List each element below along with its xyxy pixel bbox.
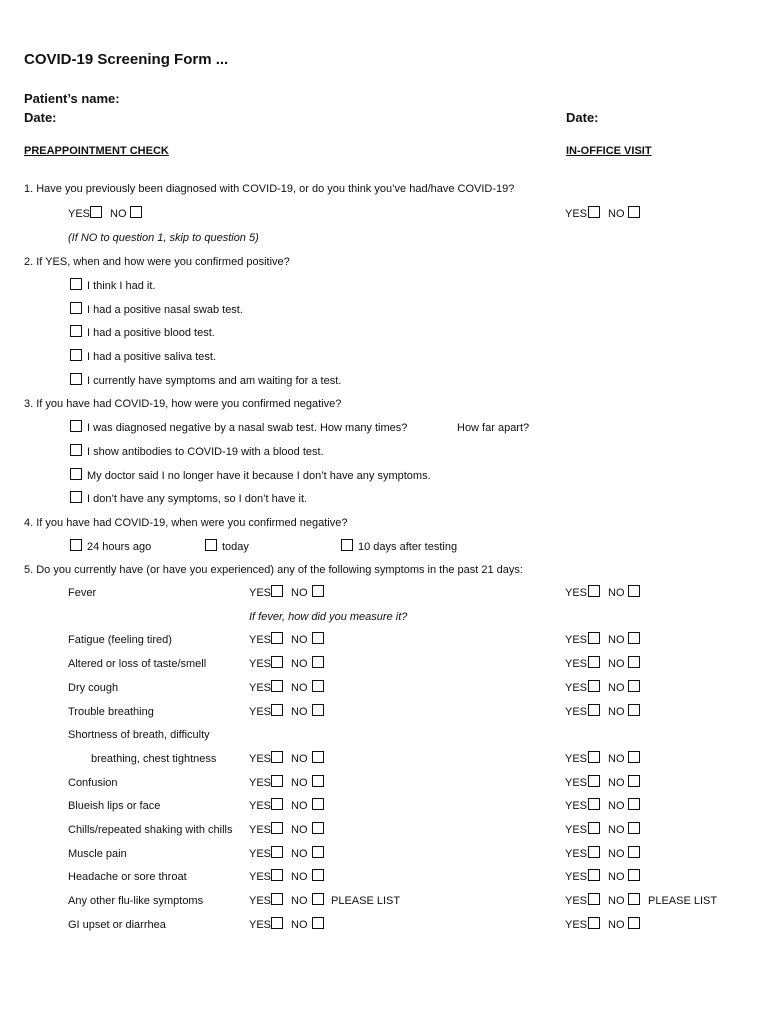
office-yes-label: YES bbox=[565, 587, 588, 599]
symptom-no-label: NO bbox=[291, 848, 308, 860]
office-no-checkbox[interactable] bbox=[628, 917, 640, 929]
q1-no-checkbox[interactable] bbox=[130, 206, 142, 218]
office-yes-label: YES bbox=[565, 824, 588, 836]
q2-option-checkbox[interactable] bbox=[70, 373, 82, 385]
office-no-label: NO bbox=[608, 753, 625, 765]
symptom-label: Altered or loss of taste/smell bbox=[68, 658, 207, 670]
symptom-yes-label: YES bbox=[249, 777, 272, 789]
symptom-yes-label: YES bbox=[249, 753, 272, 765]
q3-option-label: I was diagnosed negative by a nasal swab test. How many times? bbox=[87, 422, 408, 434]
office-yes-checkbox[interactable] bbox=[588, 917, 600, 929]
q2-option-checkbox[interactable] bbox=[70, 302, 82, 314]
symptom-label: Blueish lips or face bbox=[68, 800, 161, 812]
patient-name-label: Patient’s name: bbox=[24, 91, 120, 106]
symptom-label: Confusion bbox=[68, 777, 118, 789]
q2-option-label: I think I had it. bbox=[87, 280, 156, 292]
question-3: 3. If you have had COVID-19, how were you confirmed negative? bbox=[24, 398, 342, 410]
office-no-checkbox[interactable] bbox=[628, 775, 640, 787]
symptom-label: Trouble breathing bbox=[68, 706, 154, 718]
office-no-checkbox[interactable] bbox=[628, 869, 640, 881]
q4-option-checkbox[interactable] bbox=[70, 539, 82, 551]
symptom-label: Muscle pain bbox=[68, 848, 127, 860]
q1-office-yes-checkbox[interactable] bbox=[588, 206, 600, 218]
q2-option-checkbox[interactable] bbox=[70, 349, 82, 361]
office-yes-checkbox[interactable] bbox=[588, 751, 600, 763]
symptom-yes-label: YES bbox=[249, 587, 272, 599]
symptom-yes-label: YES bbox=[249, 800, 272, 812]
symptom-no-checkbox[interactable] bbox=[312, 751, 324, 763]
q3-option-label: My doctor said I no longer have it because I don’t have any symptoms. bbox=[87, 470, 431, 482]
office-no-label: NO bbox=[608, 919, 625, 931]
office-no-checkbox[interactable] bbox=[628, 585, 640, 597]
symptom-no-checkbox[interactable] bbox=[312, 585, 324, 597]
office-no-label: NO bbox=[608, 706, 625, 718]
office-no-checkbox[interactable] bbox=[628, 798, 640, 810]
q4-option-label: 10 days after testing bbox=[358, 541, 458, 553]
q4-option-label: today bbox=[222, 541, 249, 553]
symptom-yes-checkbox[interactable] bbox=[271, 656, 283, 668]
symptom-no-label: NO bbox=[291, 706, 308, 718]
symptom-label: Any other flu-like symptoms bbox=[68, 895, 204, 907]
office-yes-label: YES bbox=[565, 919, 588, 931]
office-please-list-label: PLEASE LIST bbox=[648, 895, 718, 907]
q3-option-checkbox[interactable] bbox=[70, 444, 82, 456]
symptom-yes-checkbox[interactable] bbox=[271, 585, 283, 597]
q2-option-label: I had a positive blood test. bbox=[87, 327, 215, 339]
symptom-yes-label: YES bbox=[249, 871, 272, 883]
symptom-no-checkbox[interactable] bbox=[312, 680, 324, 692]
symptom-no-label: NO bbox=[291, 895, 308, 907]
q3-option-checkbox[interactable] bbox=[70, 420, 82, 432]
symptom-label: Chills/repeated shaking with chills bbox=[68, 824, 233, 836]
office-yes-checkbox[interactable] bbox=[588, 775, 600, 787]
office-no-checkbox[interactable] bbox=[628, 656, 640, 668]
symptom-label: Fatigue (feeling tired) bbox=[68, 634, 172, 646]
symptom-label: Headache or sore throat bbox=[68, 871, 187, 883]
symptom-yes-label: YES bbox=[249, 848, 272, 860]
office-yes-label: YES bbox=[565, 777, 588, 789]
symptom-yes-checkbox[interactable] bbox=[271, 917, 283, 929]
fever-measure-note: If fever, how did you measure it? bbox=[249, 611, 408, 623]
office-yes-label: YES bbox=[565, 848, 588, 860]
office-yes-checkbox[interactable] bbox=[588, 893, 600, 905]
symptom-yes-label: YES bbox=[249, 634, 272, 646]
office-yes-checkbox[interactable] bbox=[588, 798, 600, 810]
office-yes-label: YES bbox=[565, 753, 588, 765]
symptom-no-checkbox[interactable] bbox=[312, 869, 324, 881]
symptom-no-checkbox[interactable] bbox=[312, 893, 324, 905]
office-no-checkbox[interactable] bbox=[628, 893, 640, 905]
symptom-label: Shortness of breath, difficulty bbox=[68, 729, 210, 741]
q4-option-checkbox[interactable] bbox=[205, 539, 217, 551]
symptom-yes-label: YES bbox=[249, 658, 272, 670]
office-yes-label: YES bbox=[565, 706, 588, 718]
office-yes-checkbox[interactable] bbox=[588, 846, 600, 858]
q2-option-checkbox[interactable] bbox=[70, 278, 82, 290]
symptom-no-checkbox[interactable] bbox=[312, 798, 324, 810]
office-no-checkbox[interactable] bbox=[628, 632, 640, 644]
office-yes-label: YES bbox=[565, 895, 588, 907]
office-no-label: NO bbox=[608, 658, 625, 670]
symptom-no-label: NO bbox=[291, 871, 308, 883]
office-yes-label: YES bbox=[565, 658, 588, 670]
q1-office-no-checkbox[interactable] bbox=[628, 206, 640, 218]
inoffice-header: IN-OFFICE VISIT bbox=[566, 145, 652, 157]
preappointment-header: PREAPPOINTMENT CHECK bbox=[24, 145, 169, 157]
office-yes-checkbox[interactable] bbox=[588, 632, 600, 644]
symptom-label: Dry cough bbox=[68, 682, 119, 694]
symptom-no-checkbox[interactable] bbox=[312, 822, 324, 834]
office-yes-label: YES bbox=[565, 871, 588, 883]
symptom-label-continued: breathing, chest tightness bbox=[91, 753, 217, 765]
office-no-label: NO bbox=[608, 777, 625, 789]
symptom-yes-checkbox[interactable] bbox=[271, 680, 283, 692]
question-2: 2. If YES, when and how were you confirmed positive? bbox=[24, 256, 290, 268]
office-no-checkbox[interactable] bbox=[628, 751, 640, 763]
symptom-no-checkbox[interactable] bbox=[312, 632, 324, 644]
office-no-label: NO bbox=[608, 824, 625, 836]
office-no-checkbox[interactable] bbox=[628, 704, 640, 716]
office-yes-checkbox[interactable] bbox=[588, 704, 600, 716]
office-no-label: NO bbox=[608, 587, 625, 599]
q4-option-checkbox[interactable] bbox=[341, 539, 353, 551]
symptom-yes-checkbox[interactable] bbox=[271, 798, 283, 810]
office-no-label: NO bbox=[608, 871, 625, 883]
symptom-yes-checkbox[interactable] bbox=[271, 775, 283, 787]
office-no-checkbox[interactable] bbox=[628, 846, 640, 858]
office-yes-checkbox[interactable] bbox=[588, 656, 600, 668]
symptom-no-checkbox[interactable] bbox=[312, 704, 324, 716]
symptom-no-checkbox[interactable] bbox=[312, 846, 324, 858]
q3-option-checkbox[interactable] bbox=[70, 468, 82, 480]
q3-option-checkbox[interactable] bbox=[70, 491, 82, 503]
symptom-no-label: NO bbox=[291, 682, 308, 694]
q1-no-label: NO bbox=[110, 208, 127, 220]
symptom-no-label: NO bbox=[291, 919, 308, 931]
symptom-yes-checkbox[interactable] bbox=[271, 704, 283, 716]
symptom-yes-label: YES bbox=[249, 682, 272, 694]
symptom-yes-checkbox[interactable] bbox=[271, 869, 283, 881]
office-no-checkbox[interactable] bbox=[628, 680, 640, 692]
q2-option-checkbox[interactable] bbox=[70, 325, 82, 337]
q4-option-label: 24 hours ago bbox=[87, 541, 152, 553]
symptom-no-checkbox[interactable] bbox=[312, 656, 324, 668]
symptom-no-label: NO bbox=[291, 753, 308, 765]
date-label-left: Date: bbox=[24, 110, 57, 125]
symptom-yes-checkbox[interactable] bbox=[271, 846, 283, 858]
q1-yes-checkbox[interactable] bbox=[90, 206, 102, 218]
office-no-label: NO bbox=[608, 634, 625, 646]
symptom-yes-label: YES bbox=[249, 706, 272, 718]
q2-option-label: I currently have symptoms and am waiting for a test. bbox=[87, 375, 342, 387]
office-yes-checkbox[interactable] bbox=[588, 680, 600, 692]
form-title: COVID-19 Screening Form ... bbox=[24, 51, 229, 68]
q1-office-yes-label: YES bbox=[565, 208, 588, 220]
symptom-no-label: NO bbox=[291, 587, 308, 599]
symptom-no-checkbox[interactable] bbox=[312, 917, 324, 929]
q3-option-label: I don’t have any symptoms, so I don’t have it. bbox=[87, 493, 308, 505]
symptom-yes-label: YES bbox=[249, 919, 272, 931]
question-4: 4. If you have had COVID-19, when were you confirmed negative? bbox=[24, 517, 348, 529]
office-no-checkbox[interactable] bbox=[628, 822, 640, 834]
question-5: 5. Do you currently have (or have you experienced) any of the following symptoms in the past 21 days: bbox=[24, 564, 523, 576]
symptom-yes-checkbox[interactable] bbox=[271, 893, 283, 905]
symptom-yes-checkbox[interactable] bbox=[271, 632, 283, 644]
office-yes-checkbox[interactable] bbox=[588, 822, 600, 834]
office-yes-label: YES bbox=[565, 800, 588, 812]
symptom-yes-checkbox[interactable] bbox=[271, 822, 283, 834]
q3-option-label: I show antibodies to COVID-19 with a blood test. bbox=[87, 446, 324, 458]
symptom-label: GI upset or diarrhea bbox=[68, 919, 166, 931]
office-no-label: NO bbox=[608, 895, 625, 907]
symptom-yes-label: YES bbox=[249, 895, 272, 907]
office-no-label: NO bbox=[608, 848, 625, 860]
symptom-no-checkbox[interactable] bbox=[312, 775, 324, 787]
symptom-no-label: NO bbox=[291, 800, 308, 812]
office-yes-label: YES bbox=[565, 634, 588, 646]
q1-skip-note: (If NO to question 1, skip to question 5) bbox=[68, 232, 259, 244]
symptom-yes-checkbox[interactable] bbox=[271, 751, 283, 763]
q2-option-label: I had a positive saliva test. bbox=[87, 351, 217, 363]
q1-yes-label: YES bbox=[68, 208, 91, 220]
symptom-label: Fever bbox=[68, 587, 97, 599]
symptom-no-label: NO bbox=[291, 824, 308, 836]
office-no-label: NO bbox=[608, 682, 625, 694]
q2-option-label: I had a positive nasal swab test. bbox=[87, 304, 243, 316]
symptom-no-label: NO bbox=[291, 658, 308, 670]
office-yes-checkbox[interactable] bbox=[588, 585, 600, 597]
symptom-no-label: NO bbox=[291, 777, 308, 789]
symptom-yes-label: YES bbox=[249, 824, 272, 836]
office-no-label: NO bbox=[608, 800, 625, 812]
q3-how-far-apart: How far apart? bbox=[457, 422, 530, 434]
please-list-label: PLEASE LIST bbox=[331, 895, 401, 907]
office-yes-label: YES bbox=[565, 682, 588, 694]
office-yes-checkbox[interactable] bbox=[588, 869, 600, 881]
q1-office-no-label: NO bbox=[608, 208, 625, 220]
symptom-no-label: NO bbox=[291, 634, 308, 646]
date-label-right: Date: bbox=[566, 110, 599, 125]
question-1: 1. Have you previously been diagnosed with COVID-19, or do you think you’ve had/have COVID-19? bbox=[24, 183, 515, 195]
